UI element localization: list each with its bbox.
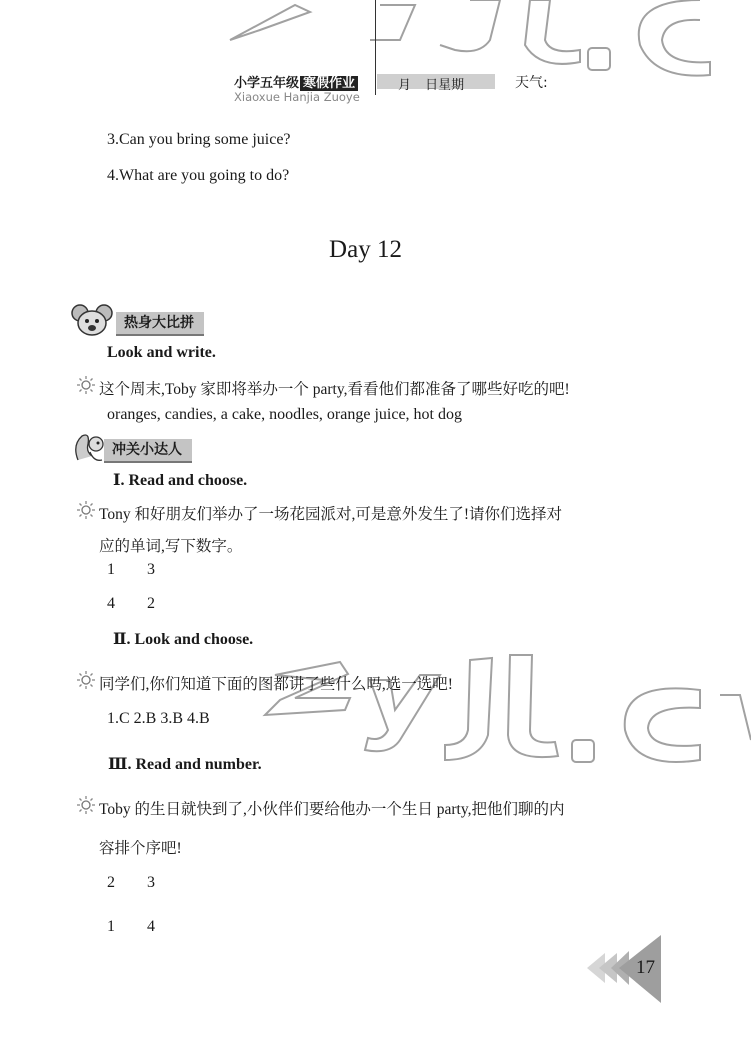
part1-row2 <box>107 595 155 613</box>
header-date-day: 日星期 <box>425 78 465 93</box>
part1-prompt-line2: 应的单词,写下数字。 <box>99 538 243 555</box>
part1-heading: Ⅰ. Read and choose. <box>113 472 248 489</box>
section1-prompt: 这个周末,Toby 家即将举办一个 party,看看他们都准备了哪些好吃的吧! <box>99 381 570 398</box>
part2-prompt: 同学们,你们知道下面的图都讲了些什么吗,选一选吧! <box>99 676 453 693</box>
part1-row2-a: 4 <box>107 595 115 612</box>
part3-row1-a: 2 <box>107 874 115 891</box>
part3-heading: Ⅲ. Read and number. <box>108 756 262 773</box>
watermark-bottom <box>240 650 751 780</box>
part3-row2-b: 4 <box>147 918 155 935</box>
koala-icon <box>70 303 114 339</box>
sun-icon <box>76 670 96 690</box>
header-weather-label: 天气: <box>515 75 548 91</box>
part2-answers: 1.C 2.B 3.B 4.B <box>107 710 210 727</box>
section1-banner: 热身大比拼 <box>116 312 204 336</box>
part1-row2-b: 2 <box>147 595 155 612</box>
sun-icon <box>76 375 96 395</box>
part3-prompt-line2: 容排个序吧! <box>99 840 182 857</box>
part3-row1 <box>107 874 155 892</box>
part3-row2 <box>107 918 155 936</box>
header-title <box>234 72 358 91</box>
part3-prompt-line1: Toby 的生日就快到了,小伙伴们要给他办一个生日 party,把他们聊的内 <box>99 801 565 818</box>
section2-banner: 冲关小达人 <box>104 439 192 463</box>
part3-row2-a: 1 <box>107 918 115 935</box>
part2-heading: Ⅱ. Look and choose. <box>113 631 254 648</box>
question-3: 3.Can you bring some juice? <box>107 131 291 148</box>
part1-row1 <box>107 561 155 579</box>
header-title-prefix: 小学五年级 <box>234 76 300 91</box>
part1-prompt-line1: Tony 和好朋友们举办了一场花园派对,可是意外发生了!请你们选择对 <box>99 506 563 523</box>
part1-row1-a: 1 <box>107 561 115 578</box>
question-4: 4.What are you going to do? <box>107 167 290 184</box>
header-subtitle: Xiaoxue Hanjia Zuoye <box>234 90 360 104</box>
header-date-month: 月 <box>398 78 412 93</box>
section1-answer: oranges, candies, a cake, noodles, orange juice, hot dog <box>107 406 462 423</box>
section1-instruction: Look and write. <box>107 344 216 361</box>
part1-row1-b: 3 <box>147 561 155 578</box>
day-title: Day 12 <box>329 236 402 263</box>
sun-icon <box>76 795 96 815</box>
part3-row1-b: 3 <box>147 874 155 891</box>
page-number: 17 <box>636 957 655 978</box>
header-divider <box>375 0 376 95</box>
sun-icon <box>76 500 96 520</box>
squirrel-icon <box>72 430 106 464</box>
header-title-highlight: 寒假作业 <box>300 76 358 91</box>
header-date <box>398 74 464 93</box>
